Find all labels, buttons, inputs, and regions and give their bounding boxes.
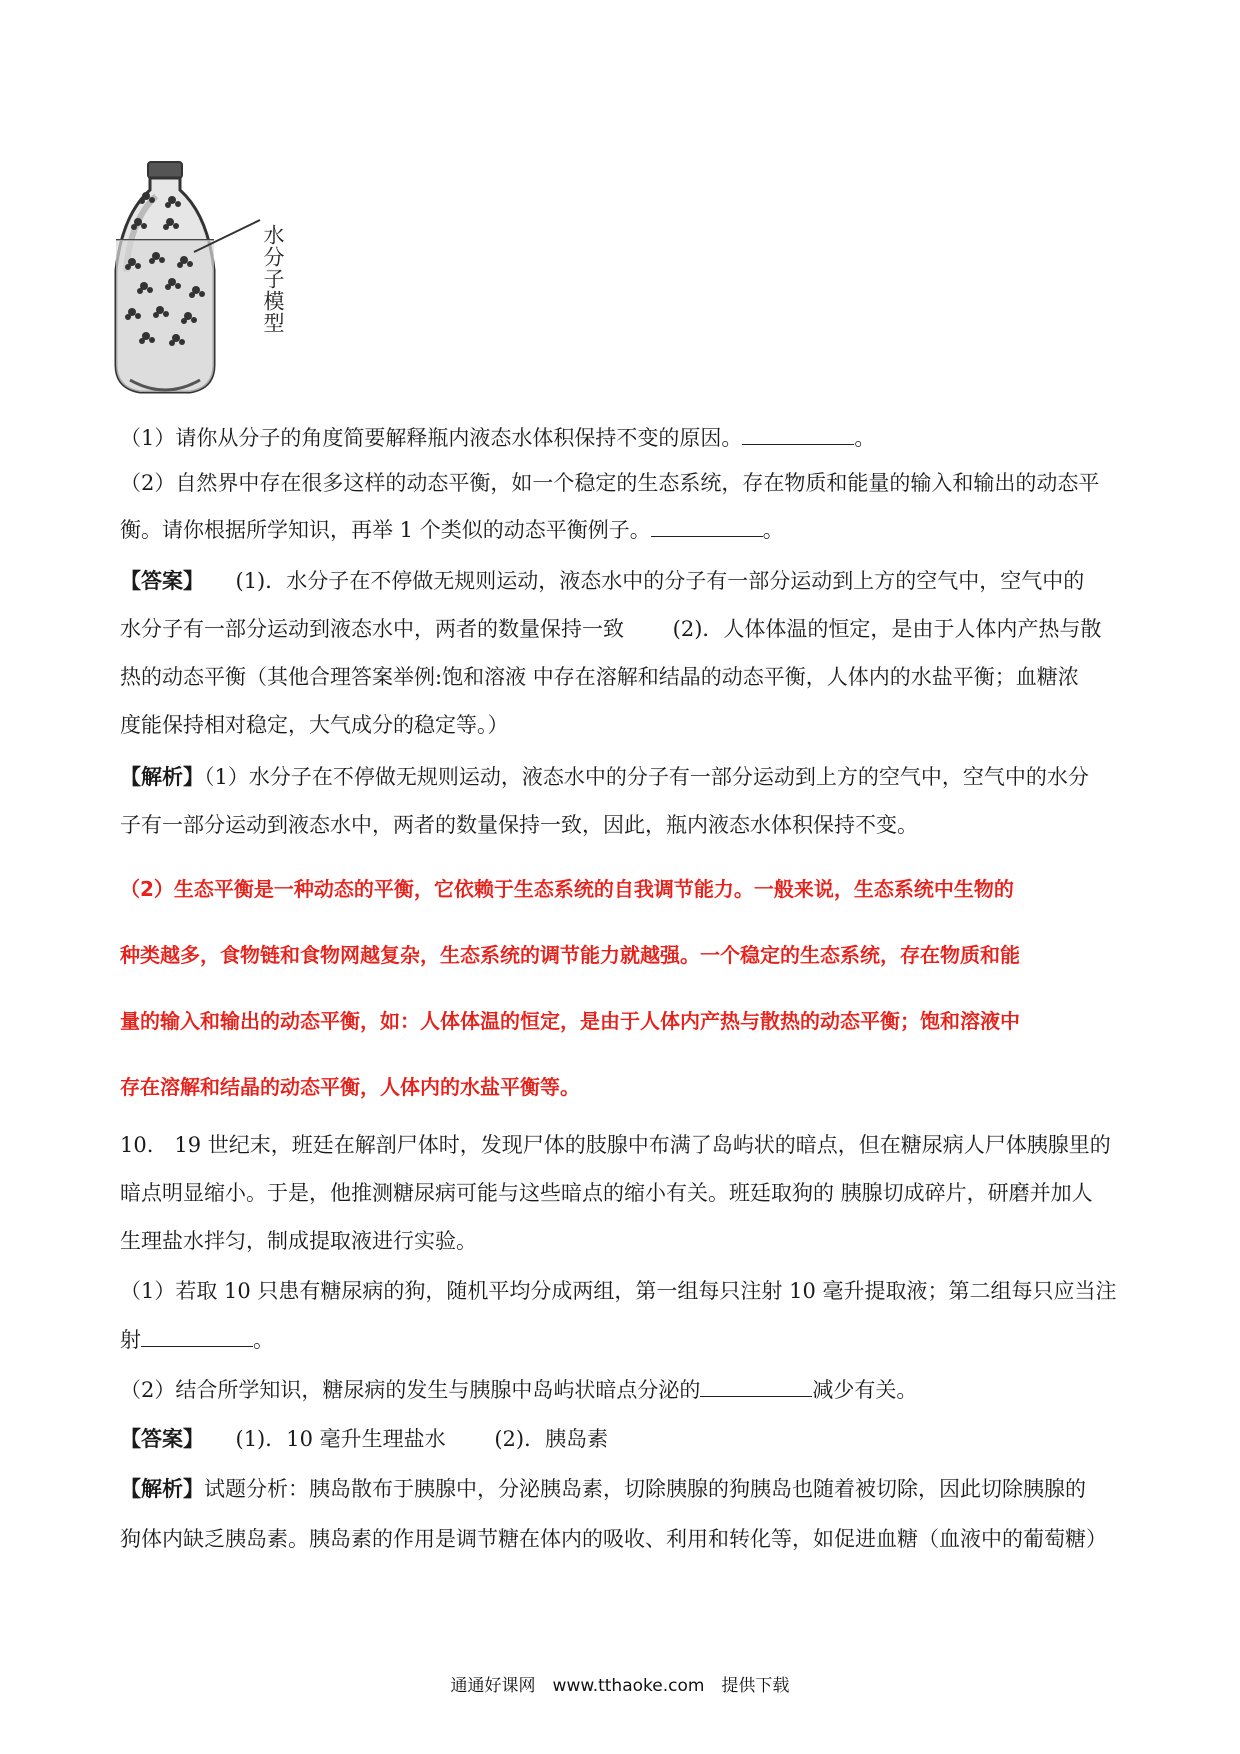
q9-part1-text: （1）请你从分子的角度简要解释瓶内液态水体积保持不变的原因。 [120,426,743,450]
q10-line3: 生理盐水拌匀，制成提取液进行实验。 [120,1229,477,1253]
analysis9-red-line3: 量的输入和输出的动态平衡，如：人体体温的恒定，是由于人体内产热与散热的动态平衡；饱和溶液中 [120,1009,1020,1033]
q10-part1-text: 射 [120,1328,141,1352]
answer-tag: 【答案】 [120,1426,194,1451]
q10-part1-line2 [120,1324,1130,1355]
analysis9-text: （1）水分子在不停做无规则运动，液态水中的分子有一部分运动到上方的空气中，空气中的水分 [204,765,1089,789]
analysis9-red-line4: 存在溶解和结晶的动态平衡，人体内的水盐平衡等。 [120,1075,580,1099]
analysis10-line2: 狗体内缺乏胰岛素。胰岛素的作用是调节糖在体内的吸收、利用和转化等，如促进血糖（血液中的葡萄糖） [120,1527,1107,1551]
punct: 。 [253,1328,274,1352]
analysis9-line2: 子有一部分运动到液态水中，两者的数量保持一致，因此，瓶内液态水体积保持不变。 [120,813,918,837]
answer9-text: (1)．水分子在不停做无规则运动，液态水中的分子有一部分运动到上方的空气中，空气中的 [235,569,1085,593]
answer9-line4: 度能保持相对稳定，大气成分的稳定等。） [120,713,509,737]
q10-line2: 暗点明显缩小。于是，他推测糖尿病可能与这些暗点的缩小有关。班廷取狗的 胰腺切成碎片，研磨并加人 [120,1181,1093,1205]
answer-tag: 【答案】 [120,568,194,593]
analysis10-line1 [120,1474,1130,1504]
analysis9-red-line1: （2）生态平衡是一种动态的平衡，它依赖于生态系统的自我调节能力。一般来说，生态系统中生物的 [120,877,1014,901]
q10-part2-tail: 减少有关。 [812,1378,918,1402]
q10-part2-text: （2）结合所学知识，糖尿病的发生与胰腺中岛屿状暗点分泌的 [120,1378,701,1402]
q9-part2-text: 衡。请你根据所学知识，再举 1 个类似的动态平衡例子。 [120,518,651,542]
answer-blank [141,1324,253,1347]
punct: 。 [762,518,784,542]
analysis-tag: 【解析】 [120,764,204,789]
answer-blank [651,514,763,537]
analysis10-text: 试题分析：胰岛散布于胰腺中，分泌胰岛素，切除胰腺的狗胰岛也随着被切除，因此切除胰腺的 [204,1477,1086,1501]
q10-part2 [120,1374,1130,1405]
answer10-text: (1)．10 毫升生理盐水 (2)．胰岛素 [235,1427,609,1451]
figure-label: 水分子模型 [261,224,285,334]
q9-part2-line1: （2）自然界中存在很多这样的动态平衡，如一个稳定的生态系统，存在物质和能量的输入和输出的动态平 [120,471,1100,495]
q10-part1-line1: （1）若取 10 只患有糖尿病的狗，随机平均分成两组，第一组每只注射 10 毫升提取液；第二组每只应当注 [120,1279,1117,1303]
q10-line1: 10. 19 世纪末，班廷在解剖尸体时，发现尸体的肢腺中布满了岛屿状的暗点，但在糖尿病人尸体胰腺里的 [120,1133,1111,1157]
footer-source: 通通好课网 www.tthaoke.com 提供下载 [450,1676,790,1696]
q9-part2-line2 [120,514,1130,545]
analysis-tag: 【解析】 [120,1476,204,1501]
punct: 。 [854,426,876,450]
q9-part1 [120,422,1130,453]
answer9-line2: 水分子有一部分运动到液态水中，两者的数量保持一致 (2)．人体体温的恒定，是由于人体内产热与散 [120,617,1102,641]
answer10-line [120,1424,1130,1454]
analysis9-red-line2: 种类越多，食物链和食物网越复杂，生态系统的调节能力就越强。一个稳定的生态系统，存在物质和能 [120,943,1020,967]
answer-blank [742,422,854,445]
answer9-line3: 热的动态平衡（其他合理答案举例:饱和溶液 中存在溶解和结晶的动态平衡，人体内的水盐平衡；血糖浓 [120,665,1079,689]
answer9-line1 [120,566,1130,596]
analysis9-line1 [120,762,1130,792]
answer-blank [700,1374,812,1397]
